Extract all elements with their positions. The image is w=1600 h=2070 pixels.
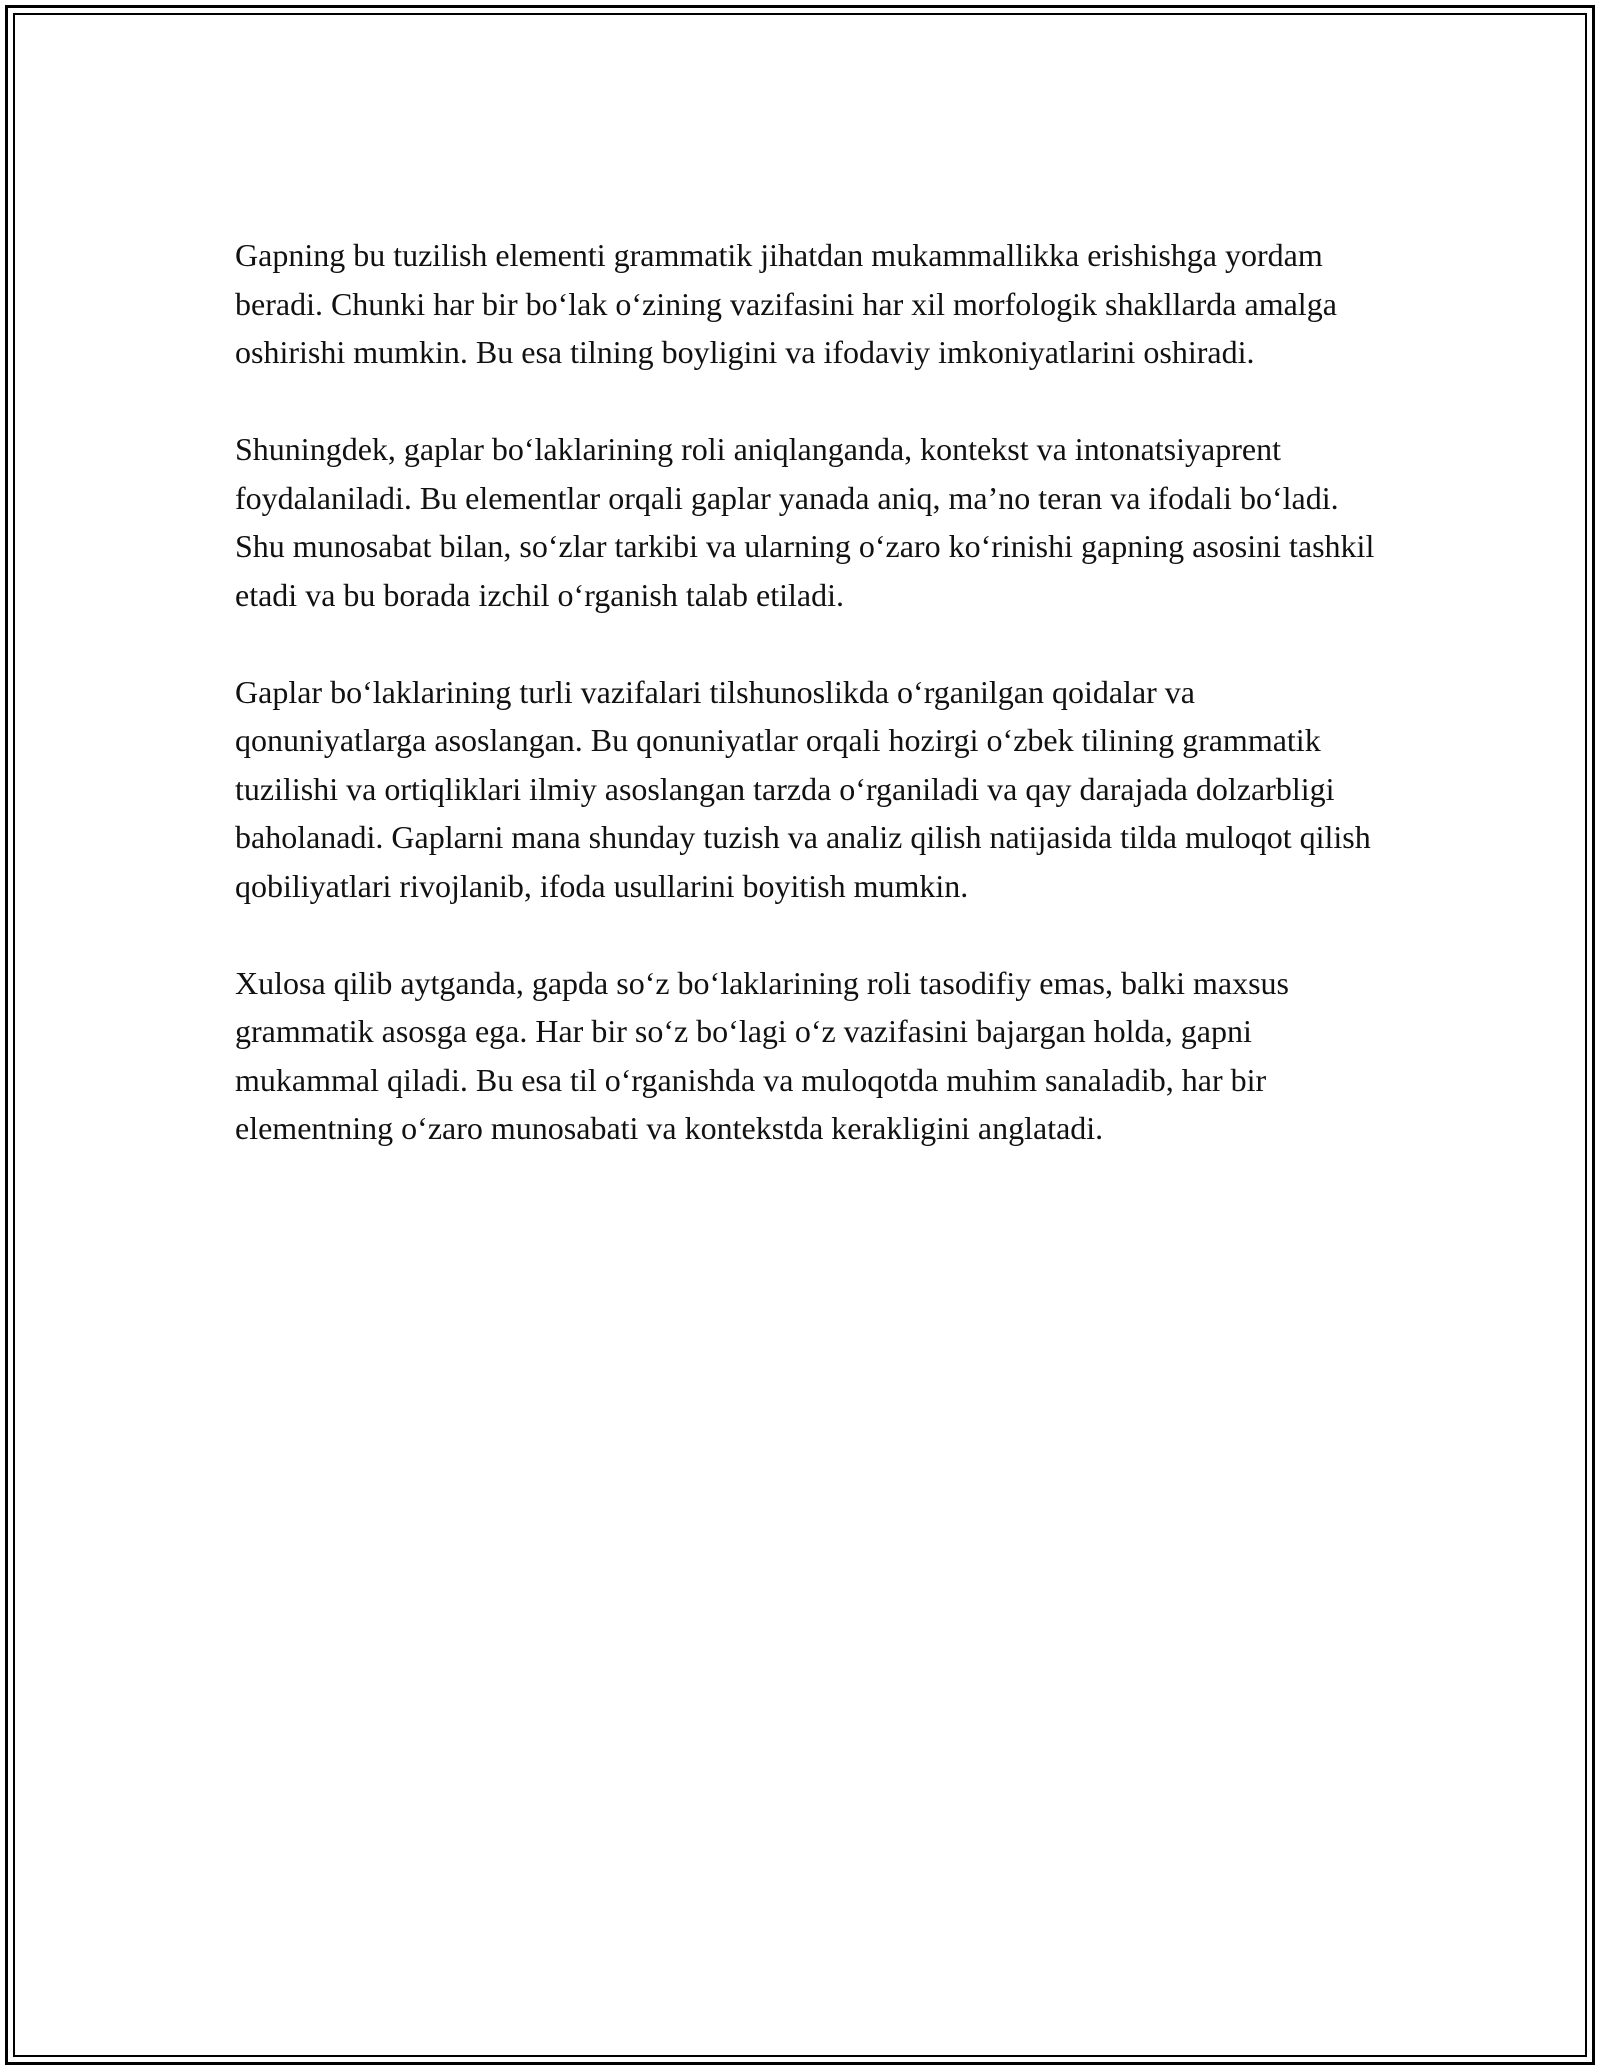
paragraph-1: Gapning bu tuzilish elementi grammatik jihatdan mukammallikka erishishga yordam beradi. Chunki har bir bo‘lak o‘zining vazifasini har xil morfologik shakllarda amalga oshirishi mumkin. Bu esa tilning boyligini va ifodaviy imkoniyatlarini oshiradi. <box>235 237 1337 370</box>
paragraph-4: Xulosa qilib aytganda, gapda so‘z bo‘laklarining roli tasodifiy emas, balki maxsus grammatik asosga ega. Har bir so‘z bo‘lagi o‘z vazifasini bajargan holda, gapni mukammal qiladi. Bu esa til o‘rganishda va muloqotda muhim sanaladib, har bir elementning o‘zaro munosabati va kontekstda kerakligini anglatadi. <box>235 964 1289 1146</box>
document-body <box>235 231 1385 1153</box>
paragraph-2: Shuningdek, gaplar bo‘laklarining roli aniqlanganda, kontekst va intonatsiyaprent foydalaniladi. Bu elementlar orqali gaplar yanada aniq, ma’no teran va ifodali bo‘ladi. Shu munosabat bilan, so‘zlar tarkibi va ularning o‘zaro ko‘rinishi gapning asosini tashkil etadi va bu borada izchil o‘rganish talab etiladi. <box>235 431 1375 613</box>
paragraph-3: Gaplar bo‘laklarining turli vazifalari tilshunoslikda o‘rganilgan qoidalar va qonuniyatlarga asoslangan. Bu qonuniyatlar orqali hozirgi o‘zbek tilining grammatik tuzilishi va ortiqliklari ilmiy asoslangan tarzda o‘rganiladi va qay darajada dolzarbligi baholanadi. Gaplarni mana shunday tuzish va analiz qilish natijasida tilda muloqot qilish qobiliyatlari rivojlanib, ifoda usullarini boyitish mumkin. <box>235 673 1371 904</box>
